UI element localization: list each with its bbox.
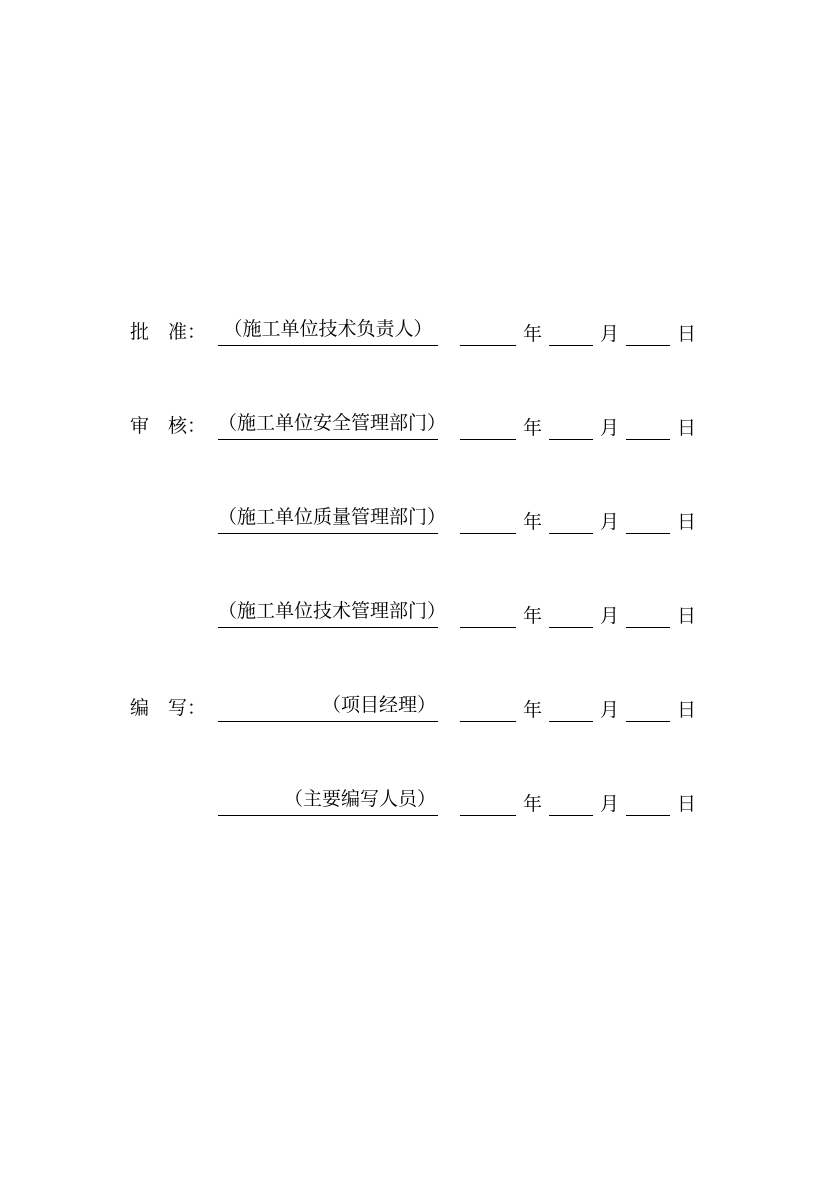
row-label-author: 编 写： <box>130 698 207 719</box>
date-group-approval <box>460 324 696 346</box>
year-line[interactable] <box>460 419 516 440</box>
month-line[interactable] <box>549 795 593 816</box>
month-unit-label: 月 <box>600 606 620 627</box>
year-line[interactable] <box>460 701 516 722</box>
month-unit-label: 月 <box>600 324 620 345</box>
role-slot-approval[interactable]: （施工单位技术负责人） <box>218 317 438 346</box>
year-unit-label: 年 <box>523 700 543 721</box>
day-line[interactable] <box>626 325 670 346</box>
month-line[interactable] <box>549 701 593 722</box>
role-slot-project-manager[interactable]: （项目经理） <box>218 693 438 722</box>
month-unit-label: 月 <box>600 794 620 815</box>
day-unit-label: 日 <box>677 324 697 345</box>
year-unit-label: 年 <box>523 606 543 627</box>
date-group-review-quality <box>460 512 696 534</box>
month-line[interactable] <box>549 419 593 440</box>
signature-block <box>0 252 838 816</box>
month-line[interactable] <box>549 325 593 346</box>
role-slot-technical-dept[interactable]: （施工单位技术管理部门） <box>218 599 438 628</box>
date-group-review-safety <box>460 418 696 440</box>
day-line[interactable] <box>626 419 670 440</box>
role-slot-safety-dept[interactable]: （施工单位安全管理部门） <box>218 411 438 440</box>
signature-row-review-safety <box>0 346 838 440</box>
year-line[interactable] <box>460 325 516 346</box>
day-unit-label: 日 <box>677 418 697 439</box>
year-line[interactable] <box>460 607 516 628</box>
role-slot-quality-dept[interactable]: （施工单位质量管理部门） <box>218 505 438 534</box>
signature-row-review-technical <box>0 534 838 628</box>
row-label-approval: 批 准： <box>130 322 207 343</box>
role-slot-main-writers[interactable]: （主要编写人员） <box>218 787 438 816</box>
month-line[interactable] <box>549 607 593 628</box>
year-unit-label: 年 <box>523 794 543 815</box>
signature-row-review-quality <box>0 440 838 534</box>
day-unit-label: 日 <box>677 512 697 533</box>
month-unit-label: 月 <box>600 418 620 439</box>
day-line[interactable] <box>626 513 670 534</box>
day-line[interactable] <box>626 795 670 816</box>
year-unit-label: 年 <box>523 324 543 345</box>
day-unit-label: 日 <box>677 700 697 721</box>
year-unit-label: 年 <box>523 512 543 533</box>
year-line[interactable] <box>460 513 516 534</box>
signature-row-author-writers <box>0 722 838 816</box>
day-unit-label: 日 <box>677 794 697 815</box>
day-line[interactable] <box>626 607 670 628</box>
day-unit-label: 日 <box>677 606 697 627</box>
month-unit-label: 月 <box>600 512 620 533</box>
date-group-review-technical <box>460 606 696 628</box>
row-label-review: 审 核： <box>130 416 207 437</box>
signature-row-author-manager <box>0 628 838 722</box>
date-group-author-manager <box>460 700 696 722</box>
day-line[interactable] <box>626 701 670 722</box>
month-unit-label: 月 <box>600 700 620 721</box>
signature-row-approval <box>0 252 838 346</box>
year-unit-label: 年 <box>523 418 543 439</box>
year-line[interactable] <box>460 795 516 816</box>
month-line[interactable] <box>549 513 593 534</box>
date-group-author-writers <box>460 794 696 816</box>
